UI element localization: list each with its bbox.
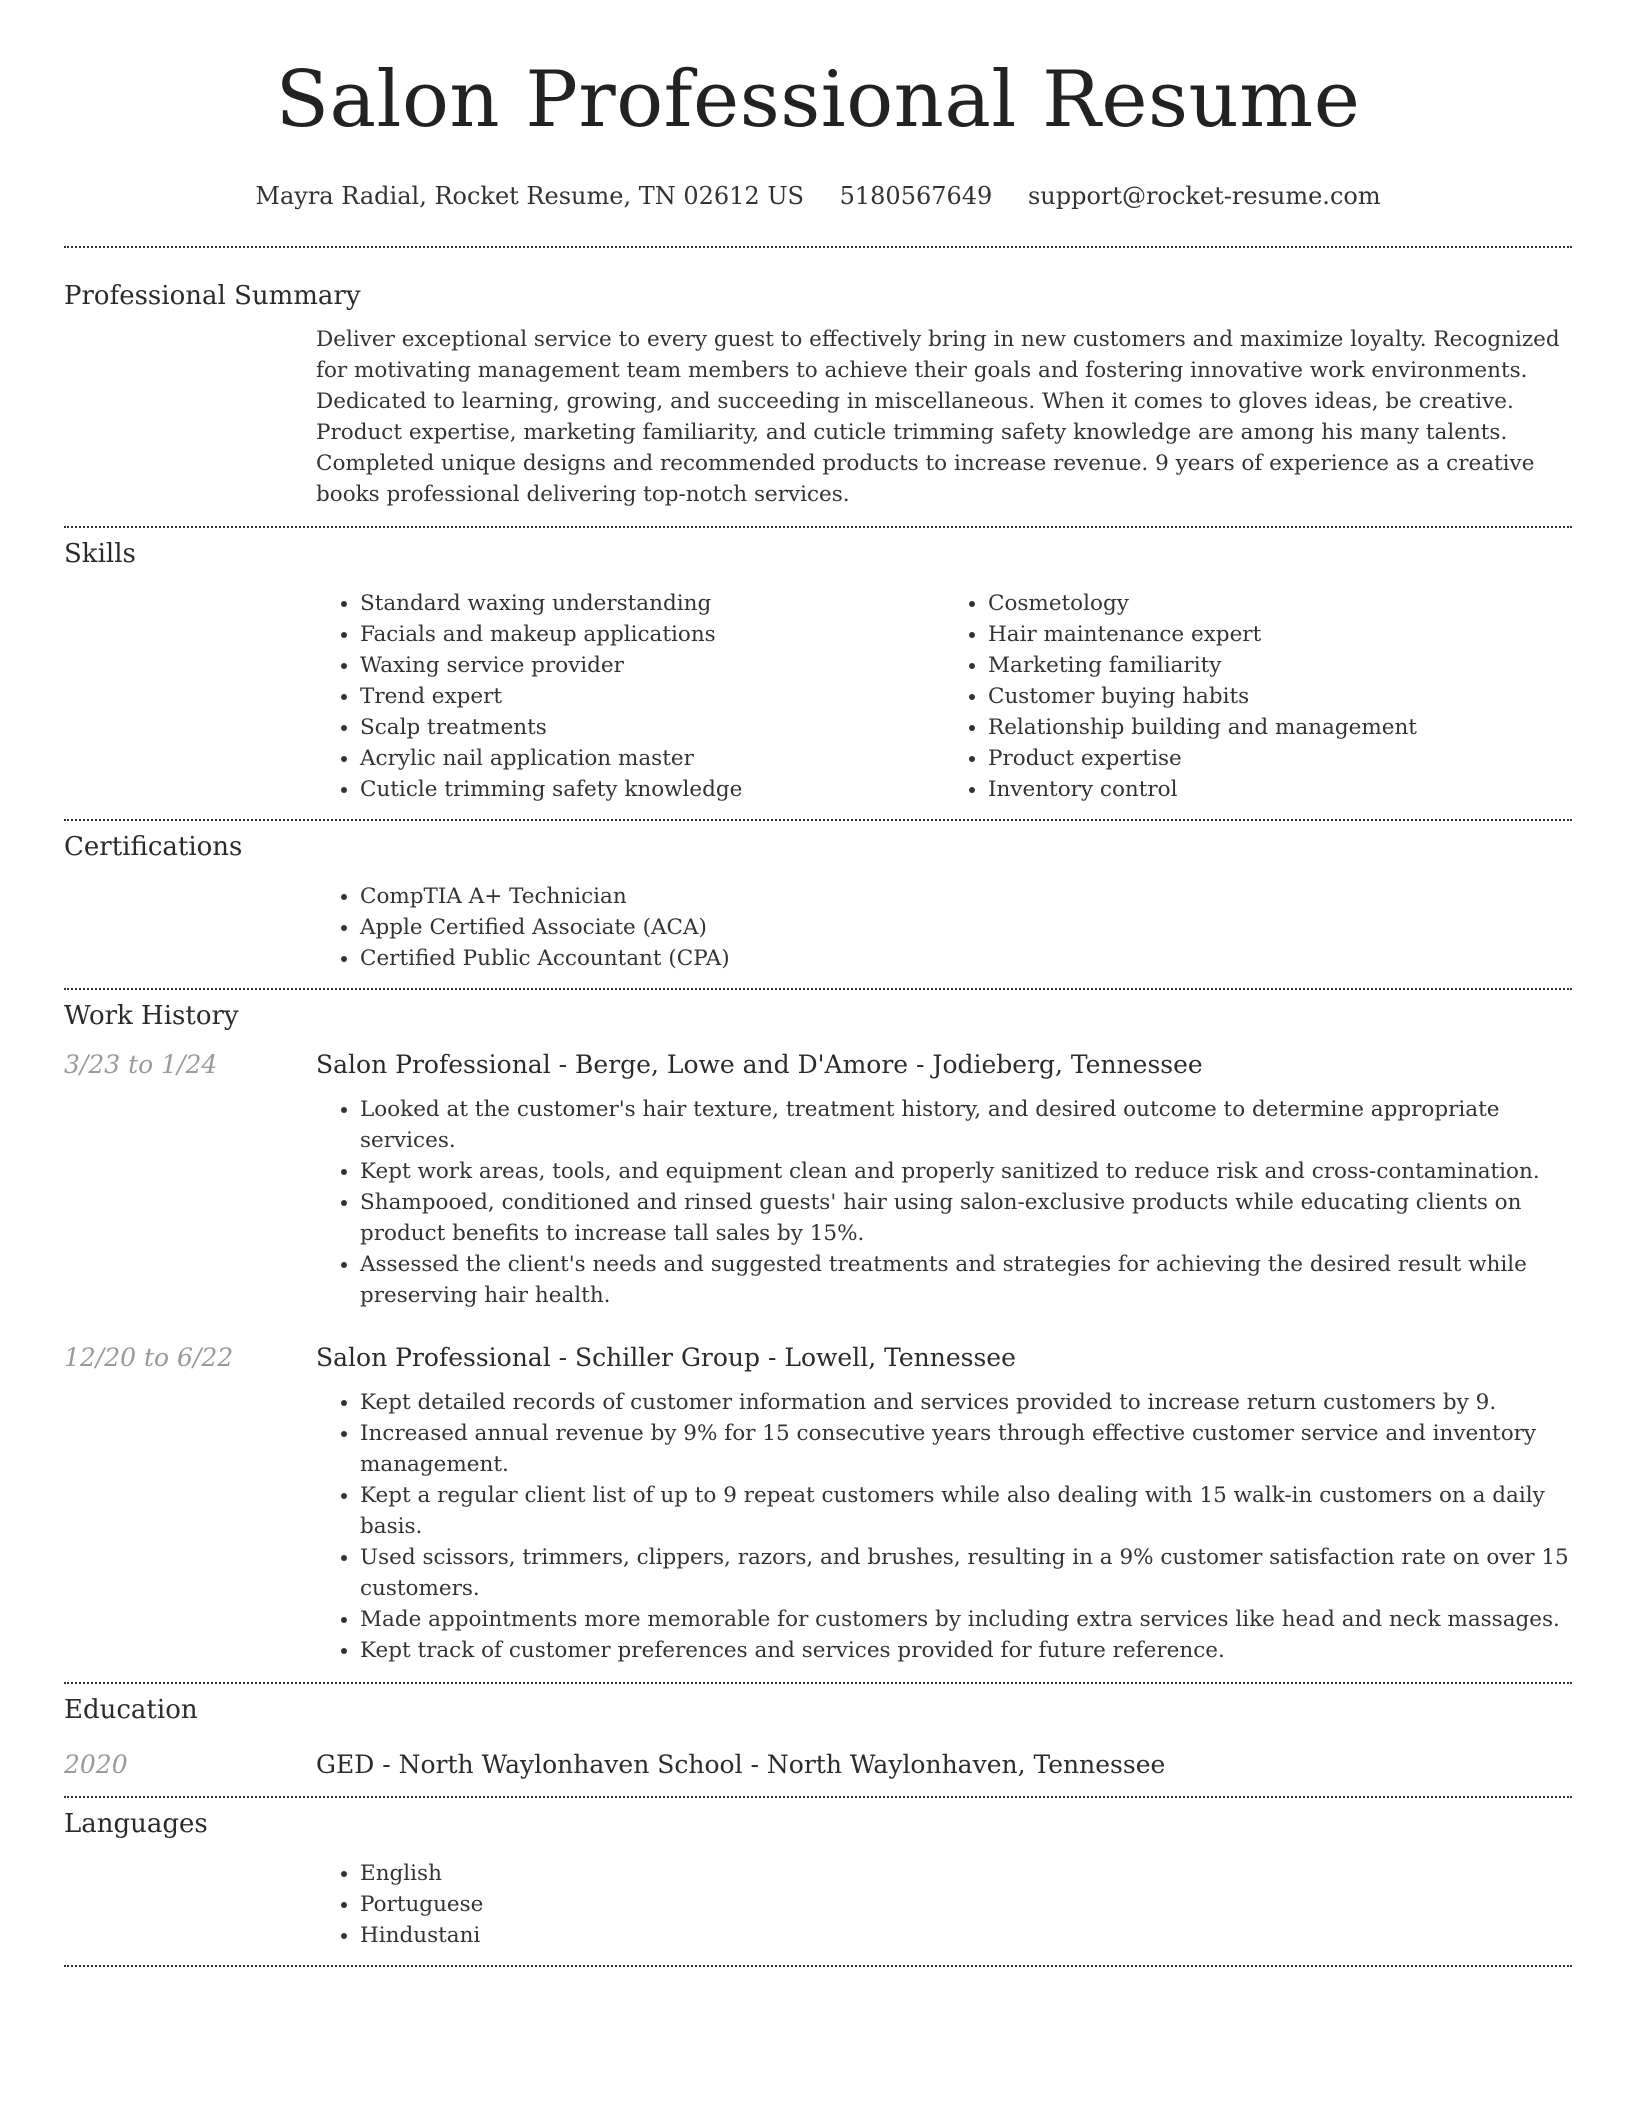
job-header xyxy=(64,1048,1572,1082)
job-title: Salon Professional - Schiller Group - Lowell, Tennessee xyxy=(316,1343,1016,1372)
section-certifications xyxy=(64,821,1572,988)
list-item: • Kept a regular client list of up to 9 repeat customers while also dealing with 15 walk-in customers on a daily basis. xyxy=(360,1480,1572,1542)
summary-text: Deliver exceptional service to every guest to effectively bring in new customers and maximize loyalty. Recognized for motivating management team members to achieve their goals and fostering innovative work environments. Dedicated to learning, growing, and succeeding in miscellaneous. When it comes to gloves ideas, be creative. Product expertise, marketing familiarity, and cuticle trimming safety knowledge are among his many talents. Completed unique designs and recommended products to increase revenue. 9 years of experience as a creative books professional delivering top-notch services. xyxy=(316,327,1560,507)
list-item: • Looked at the customer's hair texture, treatment history, and desired outcome to determine appropriate services. xyxy=(360,1094,1572,1156)
page-title: Salon Professional Resume xyxy=(275,55,1361,145)
section-work-history xyxy=(64,990,1572,1682)
skills-columns xyxy=(316,588,1572,819)
section-title-skills: Skills xyxy=(64,539,136,569)
list-item: • Acrylic nail application master xyxy=(360,743,944,774)
list-item: • Shampooed, conditioned and rinsed guests' hair using salon-exclusive products while educating clients on product benefits to increase tall sales by 15%. xyxy=(360,1187,1572,1249)
list-item: • Hair maintenance expert xyxy=(988,619,1572,650)
list-item: • Cuticle trimming safety knowledge xyxy=(360,774,944,805)
list-item: • Relationship building and management xyxy=(988,712,1572,743)
list-item: • Certified Public Accountant (CPA) xyxy=(360,943,1572,974)
list-item: • Standard waxing understanding xyxy=(360,588,944,619)
job-bullets xyxy=(316,1387,1572,1682)
list-item: • Portuguese xyxy=(360,1889,1572,1920)
list-item: • Increased annual revenue by 9% for 15 consecutive years through effective customer service and inventory management. xyxy=(360,1418,1572,1480)
contact-email: support@rocket-resume.com xyxy=(1027,182,1381,210)
list-item: • Kept work areas, tools, and equipment clean and properly sanitized to reduce risk and cross-contamination. xyxy=(360,1156,1572,1187)
list-item: • Assessed the client's needs and suggested treatments and strategies for achieving the desired result while preserving hair health. xyxy=(360,1249,1572,1311)
job-dates: 12/20 to 6/22 xyxy=(64,1343,234,1372)
section-skills xyxy=(64,528,1572,819)
section-title-languages: Languages xyxy=(64,1809,208,1839)
section-languages xyxy=(64,1798,1572,1965)
certifications-content xyxy=(316,881,1572,988)
job-entry xyxy=(64,1048,1572,1311)
divider xyxy=(64,1965,1572,1967)
list-item: • Trend expert xyxy=(360,681,944,712)
skills-list-left xyxy=(316,588,944,805)
certifications-list xyxy=(316,881,1572,974)
list-item: • Customer buying habits xyxy=(988,681,1572,712)
list-item: • Inventory control xyxy=(988,774,1572,805)
languages-list xyxy=(316,1858,1572,1951)
list-item: • Kept detailed records of customer information and services provided to increase return customers by 9. xyxy=(360,1387,1572,1418)
contact-phone: 5180567649 xyxy=(839,182,993,210)
education-year: 2020 xyxy=(64,1750,128,1779)
section-title-education: Education xyxy=(64,1695,198,1725)
languages-content xyxy=(316,1858,1572,1965)
section-title-work: Work History xyxy=(64,1001,239,1031)
list-item: • Cosmetology xyxy=(988,588,1572,619)
section-title-certifications: Certifications xyxy=(64,832,243,862)
job-title: Salon Professional - Berge, Lowe and D'Amore - Jodieberg, Tennessee xyxy=(316,1050,1203,1079)
job-bullets xyxy=(316,1094,1572,1311)
section-title-summary: Professional Summary xyxy=(64,281,361,311)
list-item: • CompTIA A+ Technician xyxy=(360,881,1572,912)
section-education xyxy=(64,1684,1572,1796)
contact-address: Mayra Radial, Rocket Resume, TN 02612 US xyxy=(255,182,804,210)
list-item: • Facials and makeup applications xyxy=(360,619,944,650)
list-item: • Hindustani xyxy=(360,1920,1572,1951)
list-item: • Made appointments more memorable for customers by including extra services like head and neck massages. xyxy=(360,1604,1572,1635)
job-dates: 3/23 to 1/24 xyxy=(64,1050,218,1079)
list-item: • Scalp treatments xyxy=(360,712,944,743)
section-summary xyxy=(64,248,1572,526)
list-item: • Apple Certified Associate (ACA) xyxy=(360,912,1572,943)
list-item: • English xyxy=(360,1858,1572,1889)
job-header xyxy=(64,1341,1572,1375)
job-entry xyxy=(64,1341,1572,1682)
bullet-list xyxy=(316,1387,1572,1666)
education-entry xyxy=(64,1748,1572,1796)
resume-page xyxy=(64,0,1572,1967)
skills-list-right xyxy=(944,588,1572,805)
list-item: • Kept track of customer preferences and services provided for future reference. xyxy=(360,1635,1572,1666)
bullet-list xyxy=(316,1094,1572,1311)
list-item: • Waxing service provider xyxy=(360,650,944,681)
list-item: • Product expertise xyxy=(988,743,1572,774)
list-item: • Marketing familiarity xyxy=(988,650,1572,681)
contact-line xyxy=(64,180,1572,212)
education-title: GED - North Waylonhaven School - North Waylonhaven, Tennessee xyxy=(316,1750,1166,1779)
list-item: • Used scissors, trimmers, clippers, razors, and brushes, resulting in a 9% customer satisfaction rate on over 15 customers. xyxy=(360,1542,1572,1604)
